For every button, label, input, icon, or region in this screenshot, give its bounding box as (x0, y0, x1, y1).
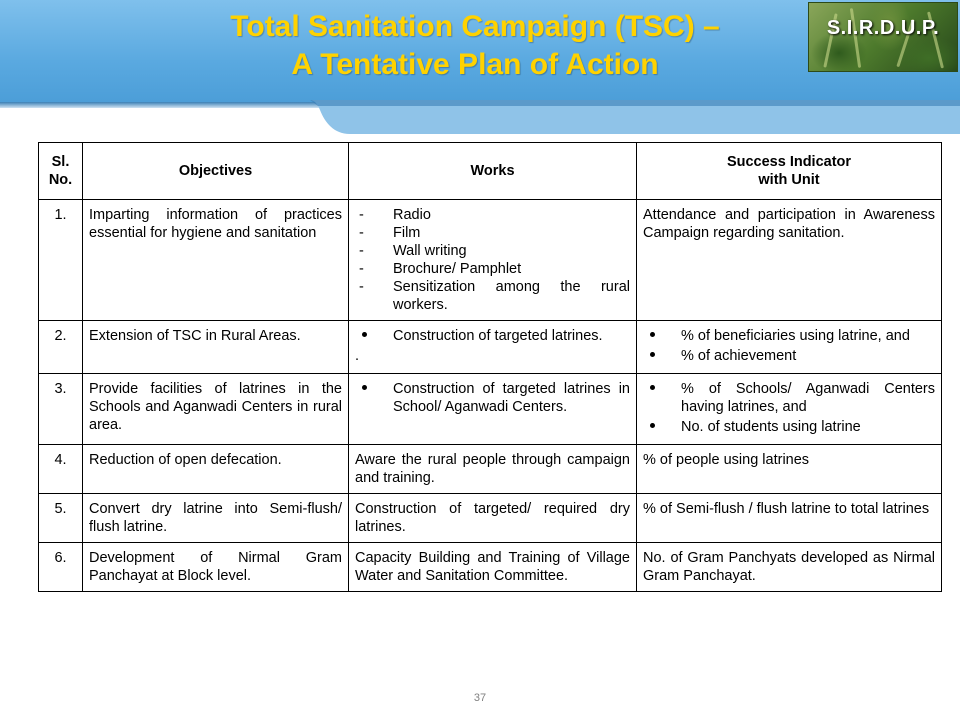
indicator-list (643, 327, 935, 365)
table-header-row (39, 143, 942, 200)
slide-title (150, 8, 800, 84)
table-row (39, 494, 942, 543)
bullet-icon (359, 327, 379, 345)
table-row (39, 321, 942, 374)
dash-marker: - (359, 225, 364, 241)
header-works: Works (349, 143, 637, 200)
row-sl-no: 4. (39, 445, 83, 494)
row-works: Aware the rural people through campaign and training. (349, 445, 637, 494)
row-works (349, 321, 637, 374)
works-item: - Sensitization among the rural workers. (359, 279, 630, 313)
works-list (355, 380, 630, 416)
slide-title-line1: Total Sanitation Campaign (TSC) – (230, 10, 720, 43)
dash-marker: - (359, 243, 364, 259)
table-row (39, 543, 942, 592)
bullet-icon (647, 347, 667, 365)
row-sl-no: 2. (39, 321, 83, 374)
header-indicator-line1: Success Indicator (726, 154, 852, 170)
works-item: - Wall writing (359, 243, 467, 259)
row-indicator: % of people using latrines (637, 445, 942, 494)
dash-marker: - (359, 279, 364, 295)
header-tab-shape (310, 100, 960, 134)
row-objective: Convert dry latrine into Semi-flush/ flush latrine. (83, 494, 349, 543)
table-row (39, 200, 942, 321)
row-objective: Provide facilities of latrines in the Schools and Aganwadi Centers in rural area. (83, 374, 349, 445)
action-plan-table (38, 142, 942, 592)
header-sl-no: Sl. No. (39, 143, 83, 200)
row-objective: Reduction of open defecation. (83, 445, 349, 494)
row-objective: Extension of TSC in Rural Areas. (83, 321, 349, 374)
works-extra: . (355, 348, 360, 364)
header-objectives: Objectives (83, 143, 349, 200)
row-indicator: No. of Gram Panchyats developed as Nirmal Gram Panchayat. (637, 543, 942, 592)
works-list (355, 327, 630, 345)
sirdup-logo (808, 2, 958, 72)
row-indicator (637, 321, 942, 374)
works-item: Construction of targeted latrines. (355, 327, 630, 345)
indicator-item: % of achievement (643, 347, 935, 365)
works-item: - Film (359, 225, 421, 241)
bullet-icon (647, 380, 667, 398)
works-list (355, 206, 630, 314)
bullet-icon (647, 327, 667, 345)
bullet-icon (359, 380, 379, 398)
row-works (349, 374, 637, 445)
indicator-item: % of Schools/ Aganwadi Centers having latrines, and (643, 380, 935, 416)
row-works: Construction of targeted/ required dry latrines. (349, 494, 637, 543)
row-indicator (637, 374, 942, 445)
header-indicator-line2: with Unit (758, 172, 820, 188)
row-sl-no: 1. (39, 200, 83, 321)
row-sl-no: 5. (39, 494, 83, 543)
row-sl-no: 3. (39, 374, 83, 445)
table-row (39, 374, 942, 445)
works-item: - Brochure/ Pamphlet (359, 261, 522, 277)
works-item: - Radio (359, 207, 431, 223)
works-item: Construction of targeted latrines in School/ Aganwadi Centers. (355, 380, 630, 416)
indicator-item: % of beneficiaries using latrine, and (643, 327, 935, 345)
row-objective: Development of Nirmal Gram Panchayat at Block level. (83, 543, 349, 592)
indicator-item: No. of students using latrine (643, 418, 935, 436)
row-indicator: Attendance and participation in Awareness Campaign regarding sanitation. (637, 200, 942, 321)
dash-marker: - (359, 261, 364, 277)
table-row (39, 445, 942, 494)
dash-marker: - (359, 207, 364, 223)
row-sl-no: 6. (39, 543, 83, 592)
row-indicator: % of Semi-flush / flush latrine to total latrines (637, 494, 942, 543)
page-number: 37 (473, 692, 487, 704)
slide-title-line2: A Tentative Plan of Action (291, 48, 659, 81)
row-works: Capacity Building and Training of Village Water and Sanitation Committee. (349, 543, 637, 592)
row-objective: Imparting information of practices essential for hygiene and sanitation (83, 200, 349, 321)
row-works (349, 200, 637, 321)
indicator-list (643, 380, 935, 436)
bullet-icon (647, 418, 667, 436)
logo-text: S.I.R.D.U.P. (826, 17, 940, 39)
header-success-indicator (637, 143, 942, 200)
